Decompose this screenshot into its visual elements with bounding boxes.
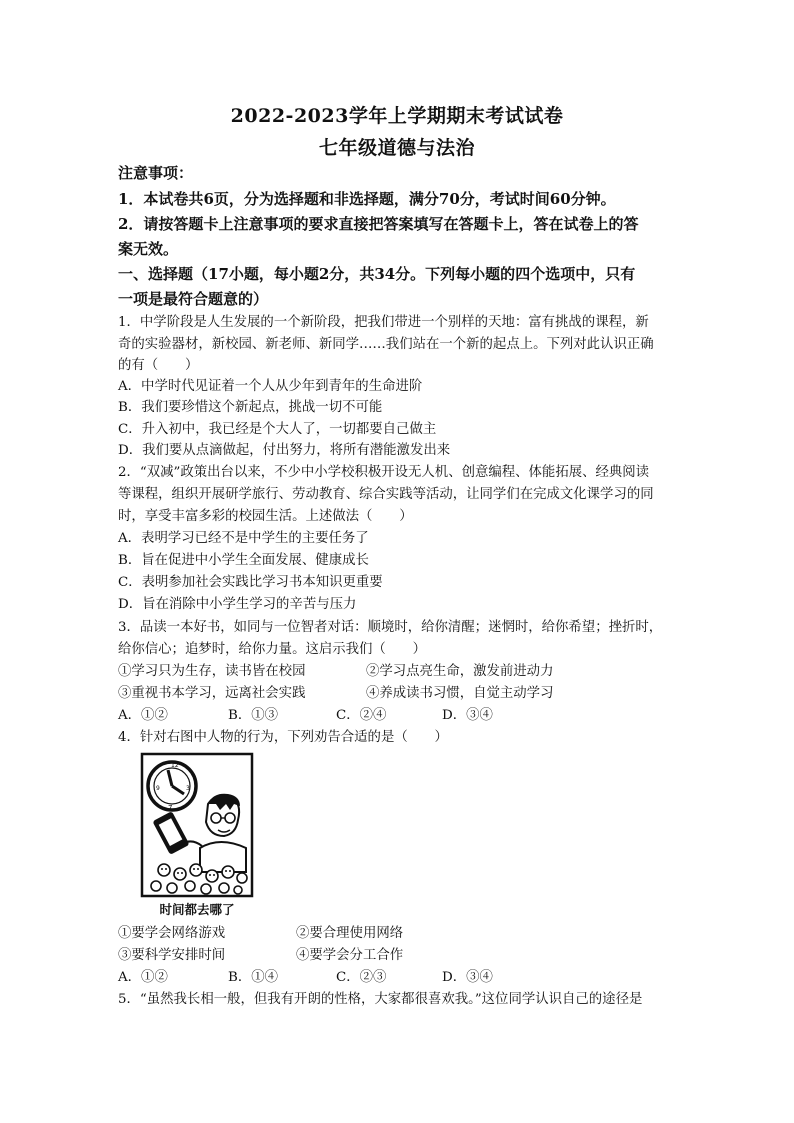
exam-subject: 七年级道德与法治 bbox=[318, 137, 475, 159]
q3-option-a: A．①② bbox=[118, 708, 168, 723]
svg-text:12: 12 bbox=[171, 762, 179, 769]
notice-item-2-line2: 案无效。 bbox=[118, 240, 179, 258]
q3-statement-1: ①学习只为生存，读书皆在校园 bbox=[118, 664, 306, 679]
q2-stem-line1: 2．“双减”政策出台以来，不少中小学校积极开设无人机、创意编程、体能拓展、经典阅读 bbox=[118, 465, 650, 480]
q1-option-c: C．升入初中，我已经是个大人了，一切都要自己做主 bbox=[118, 422, 437, 437]
q1-stem-line3: 的有（ ） bbox=[118, 358, 199, 373]
q3-stem-line2: 给你信心；追梦时，给你力量。这启示我们（ ） bbox=[118, 642, 426, 657]
svg-text:9: 9 bbox=[156, 785, 160, 792]
q3-stem-line1: 3．品读一本好书，如同与一位智者对话：顺境时，给你清醒；迷惘时，给你希望；挫折时， bbox=[118, 620, 663, 635]
exam-title: 2022-2023学年上学期期末考试试卷 bbox=[230, 105, 564, 127]
notice-item-2-line1: 2．请按答题卡上注意事项的要求直接把答案填写在答题卡上，答在试卷上的答 bbox=[118, 215, 639, 233]
q2-option-d: D．旨在消除中小学生学习的辛苦与压力 bbox=[118, 597, 357, 612]
q4-stem: 4．针对右图中人物的行为，下列劝告合适的是（ ） bbox=[118, 730, 448, 745]
notice-heading: 注意事项： bbox=[118, 164, 194, 182]
section-heading-line2: 一项是最符合题意的） bbox=[118, 290, 269, 308]
q2-option-c: C．表明参加社会实践比学习书本知识更重要 bbox=[118, 575, 383, 590]
q3-option-b: B．①③ bbox=[228, 708, 279, 723]
q2-option-b: B．旨在促进中小学生全面发展、健康成长 bbox=[118, 553, 369, 568]
q3-statement-3: ③重视书本学习，远离社会实践 bbox=[118, 686, 306, 701]
q3-statement-4: ④养成读书习惯，自觉主动学习 bbox=[366, 686, 554, 701]
q2-option-a: A．表明学习已经不是中学生的主要任务了 bbox=[118, 531, 369, 546]
q1-option-d: D．我们要从点滴做起，付出努力，将所有潜能激发出来 bbox=[118, 443, 451, 458]
q4-option-a: A．①② bbox=[118, 970, 168, 985]
cartoon-caption: 时间都去哪了 bbox=[159, 902, 235, 917]
q2-stem-line3: 时，享受丰富多彩的校园生活。上述做法（ ） bbox=[118, 509, 413, 524]
q1-option-b: B．我们要珍惜这个新起点，挑战一切不可能 bbox=[118, 400, 383, 415]
svg-text:7: 7 bbox=[168, 804, 173, 812]
q3-statement-2: ②学习点亮生命，激发前进动力 bbox=[366, 664, 554, 679]
q4-option-d: D．③④ bbox=[442, 970, 493, 985]
q4-option-c: C．②③ bbox=[336, 970, 387, 985]
q4-statement-1: ①要学会网络游戏 bbox=[118, 926, 226, 941]
q4-statement-3: ③要科学安排时间 bbox=[118, 948, 226, 963]
q4-statement-4: ④要学会分工合作 bbox=[296, 948, 404, 963]
q1-stem-line1: 1．中学阶段是人生发展的一个新阶段，把我们带进一个别样的天地：富有挑战的课程，新 bbox=[118, 315, 649, 330]
q3-option-c: C．②④ bbox=[336, 708, 387, 723]
section-heading-line1: 一、选择题（17小题，每小题2分，共34分。下列每小题的四个选项中，只有 bbox=[118, 265, 636, 283]
q4-statement-2: ②要合理使用网络 bbox=[296, 926, 404, 941]
q4-option-b: B．①④ bbox=[228, 970, 279, 985]
q2-stem-line2: 等课程，组织开展研学旅行、劳动教育、综合实践等活动，让同学们在完成文化课学习的同 bbox=[118, 487, 654, 502]
cartoon-illustration bbox=[138, 752, 256, 898]
q1-option-a: A．中学时代见证着一个人从少年到青年的生命进阶 bbox=[118, 379, 423, 394]
svg-text:3: 3 bbox=[186, 785, 190, 792]
q1-stem-line2: 奇的实验器材，新校园、新老师、新同学……我们站在一个新的起点上。下列对此认识正确 bbox=[118, 337, 654, 352]
q5-stem-line1: 5．“虽然我长相一般，但我有开朗的性格，大家都很喜欢我。”这位同学认识自己的途径是 bbox=[118, 992, 643, 1007]
q3-option-d: D．③④ bbox=[442, 708, 493, 723]
notice-item-1: 1．本试卷共6页，分为选择题和非选择题，满分70分，考试时间60分钟。 bbox=[118, 190, 616, 208]
clock-icon bbox=[148, 762, 196, 812]
